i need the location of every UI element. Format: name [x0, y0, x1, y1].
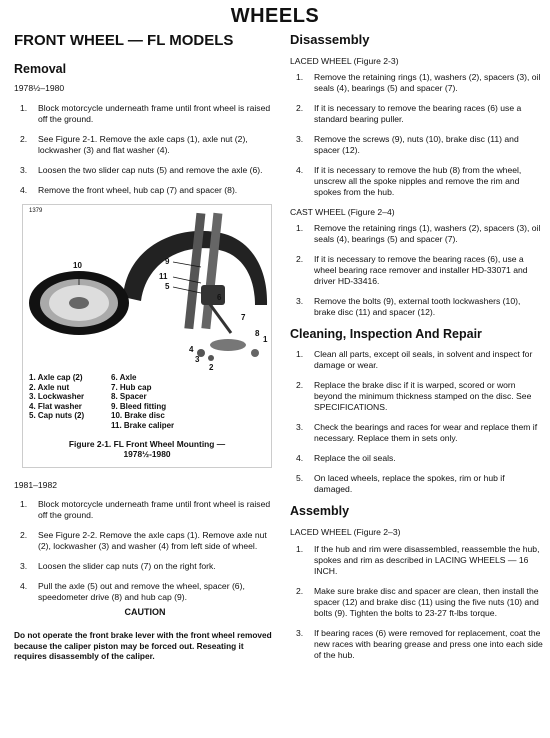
removal-title: Removal [14, 62, 67, 76]
legend-item: 7. Hub cap [111, 382, 152, 392]
callout-2: 2 [209, 363, 214, 372]
wheel-illustration [23, 205, 271, 370]
legend-item: 1. Axle cap (2) [29, 373, 83, 382]
callout-3: 3 [195, 355, 200, 364]
page-title: WHEELS [230, 5, 320, 27]
figure-legend [29, 373, 174, 430]
list-item: 1. If the hub and rim were disassembled, reassemble the hub, spokes and rim as described in LACING WHEELS — 16 INCH. [296, 544, 540, 576]
list-item: 3. If bearing races (6) were removed for replacement, coat the new races with bearing grease and press one into each side of the hub. [296, 628, 543, 660]
assembly-title: Assembly [290, 504, 350, 518]
callout-8: 8 [255, 329, 260, 338]
list-item: 2. If it is necessary to remove the bearing races (6), use a wheel bearing race remover and installer HD-33071 and driver HD-33416. [296, 254, 528, 286]
callout-11: 11 [159, 272, 168, 281]
disassembly-title: Disassembly [290, 32, 370, 47]
legend-item: 4. Flat washer [29, 401, 82, 411]
list-item: 3. Loosen the slider cap nuts (7) on the right fork. [20, 561, 216, 571]
list-item: 3. Check the bearings and races for wear and replace them if necessary. Replace them in sets only. [296, 422, 538, 443]
list-item: 2. See Figure 2-1. Remove the axle caps (1), axle nut (2), lockwasher (3) and flat washer (4). [20, 134, 248, 155]
list-item: 2. If it is necessary to remove the bearing races (6) use a standard bearing puller. [296, 103, 522, 124]
legend-item: 6. Axle [111, 373, 137, 382]
figure-caption-line1: Figure 2-1. FL Front Wheel Mounting — [68, 439, 226, 449]
callout-4: 4 [189, 345, 194, 354]
figure-2-1 [22, 204, 272, 468]
legend-item: 2. Axle nut [29, 382, 70, 392]
callout-1: 1 [263, 335, 268, 344]
list-item: 4. Remove the front wheel, hub cap (7) and spacer (8). [20, 185, 238, 195]
cleaning-title: Cleaning, Inspection And Repair [290, 327, 482, 341]
list-item: 4. Pull the axle (5) out and remove the wheel, spacer (6), speedometer drive (8) and hub cap (9). [20, 581, 245, 602]
figure-id: 1379 [29, 208, 43, 214]
list-item: 1. Block motorcycle underneath frame until front wheel is raised off the ground. [20, 499, 271, 520]
list-item: 1. Remove the retaining rings (1), washers (2), spacers (3), oil seals (4), bearings (5) and spacer (7). [296, 72, 541, 93]
removal-steps-1 [14, 103, 276, 196]
list-item: 5. On laced wheels, replace the spokes, rim or hub if damaged. [296, 473, 505, 494]
legend-item: 3. Lockwasher [29, 392, 85, 401]
period-label: 1978½–1980 [14, 83, 65, 93]
callout-7: 7 [241, 313, 246, 322]
caution-title: CAUTION [124, 607, 166, 617]
legend-item: 9. Bleed fitting [111, 401, 167, 411]
legend-item: 10. Brake disc [111, 411, 165, 420]
callout-6: 6 [217, 293, 222, 302]
laced-wheel-label: LACED WHEEL (Figure 2-3) [290, 56, 399, 66]
section-title: FRONT WHEEL — FL MODELS [14, 32, 234, 49]
assembly-steps [290, 544, 544, 661]
cast-wheel-label: CAST WHEEL (Figure 2–4) [290, 207, 395, 217]
caution-text: Do not operate the front brake lever with the front wheel removed because the caliper piston may be forced out. Reseating it requires disassembly of the caliper. [14, 630, 272, 661]
callout-9: 9 [165, 257, 170, 266]
list-item: 2. Replace the brake disc if it is warped, scored or worn beyond the minimum thickness stamped on the disc. See SPECIFICATIONS. [296, 380, 532, 412]
list-item: 3. Remove the bolts (9), external tooth lockwashers (10), brake disc (11) and spacer (12). [296, 296, 521, 317]
list-item: 3. Remove the screws (9), nuts (10), brake disc (11) and spacer (12). [296, 134, 519, 155]
list-item: 1. Clean all parts, except oil seals, in solvent and inspect for damage or wear. [296, 349, 533, 370]
legend-item: 8. Spacer [111, 392, 147, 401]
list-item: 2. Make sure brake disc and spacer are clean, then install the spacer (12) and brake disc (11) using the five nuts (10) and bolts (9). Tighten the bolts to 23-27 ft-lbs torque. [296, 586, 539, 618]
callout-5: 5 [165, 282, 170, 291]
cleaning-steps [290, 349, 544, 495]
list-item: 4. If it is necessary to remove the hub (8) from the wheel, unscrew all the spoke nipples and remove the rim and spokes from the hub. [296, 165, 522, 197]
legend-item: 5. Cap nuts (2) [29, 411, 85, 420]
list-item: 2. See Figure 2-2. Remove the axle caps (1). Remove axle nut (2), lockwasher (3) and washer (4) from left side of wheel. [20, 530, 267, 551]
period-label: 1981–1982 [14, 480, 58, 490]
list-item: 1. Block motorcycle underneath frame until front wheel is raised off the ground. [20, 103, 271, 124]
callout-10: 10 [73, 261, 82, 270]
figure-caption-line2: 1978½-1980 [123, 449, 171, 459]
removal-steps-2 [14, 499, 276, 603]
figure-caption [23, 437, 271, 459]
list-item: 3. Loosen the two slider cap nuts (5) and remove the axle (6). [20, 165, 263, 175]
laced-disassembly-steps [290, 72, 544, 198]
cast-disassembly-steps [290, 223, 544, 318]
left-column [14, 32, 276, 662]
legend-item: 11. Brake caliper [111, 420, 175, 430]
list-item: 1. Remove the retaining rings (1), washers (2), spacers (3), oil seals (4), bearings (5) and spacer (7). [296, 223, 541, 244]
list-item: 4. Replace the oil seals. [296, 453, 396, 463]
assembly-laced-label: LACED WHEEL (Figure 2–3) [290, 527, 401, 537]
right-column [290, 32, 544, 661]
